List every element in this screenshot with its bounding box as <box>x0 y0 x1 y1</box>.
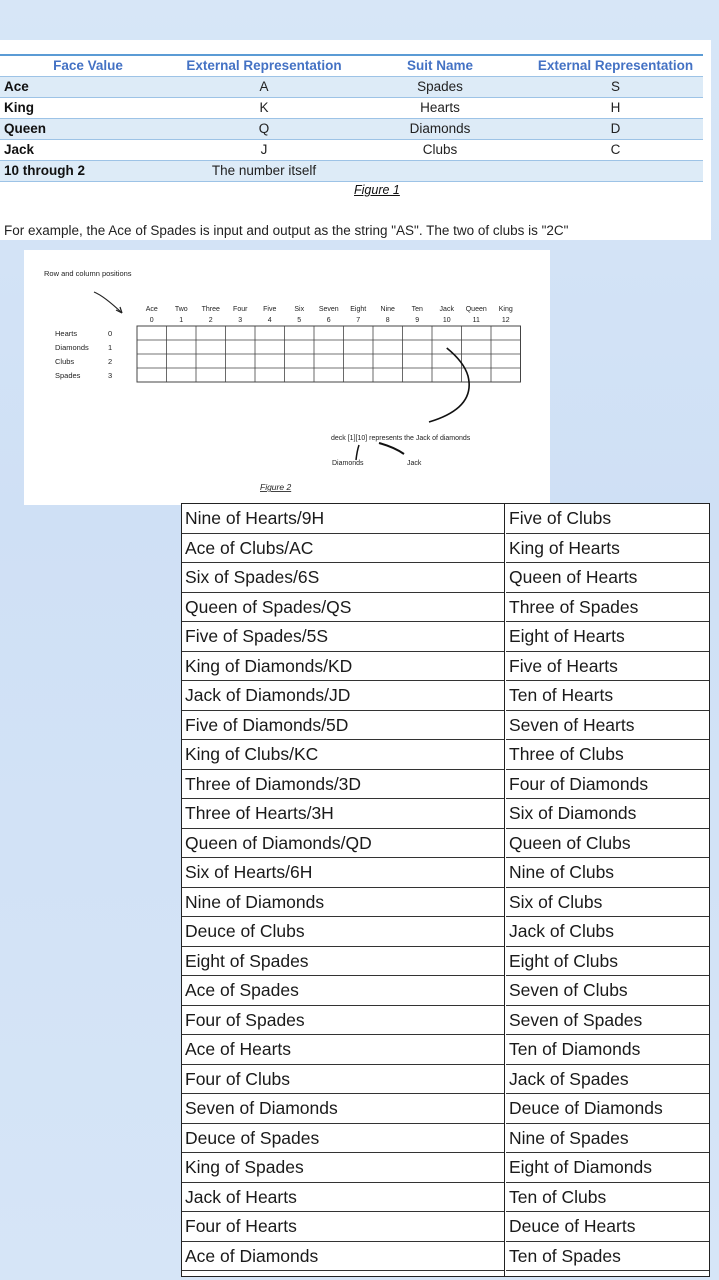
card-list-item: Six of Hearts/6H <box>182 858 504 888</box>
column-header: Seven <box>318 306 339 313</box>
card-list-item: Queen of Hearts <box>506 563 709 593</box>
card-list-right <box>506 504 709 1276</box>
header-suit-name: Suit Name <box>352 55 528 77</box>
card-list-item: Nine of Clubs <box>506 858 709 888</box>
column-index: 6 <box>326 317 331 324</box>
card-list-item: Ten of Diamonds <box>506 1035 709 1065</box>
column-index: 1 <box>179 317 184 324</box>
face-representation-cell: The number itself <box>176 161 352 182</box>
suit-representation-cell <box>528 161 703 182</box>
figure-2-caption: Figure 2 <box>260 482 292 492</box>
card-list-item: Eight of Clubs <box>506 947 709 977</box>
card-list-left <box>182 504 505 1276</box>
pointer-arrow <box>94 292 122 313</box>
figure-2-panel <box>24 250 550 505</box>
card-list-item: King of Clubs/KC <box>182 740 504 770</box>
card-list-item: Four of Hearts <box>182 1212 504 1242</box>
column-header: Six <box>294 306 305 313</box>
column-index: 8 <box>385 317 390 324</box>
face-value-cell: Ace <box>0 77 176 98</box>
card-list-item: Seven of Spades <box>506 1006 709 1036</box>
table-row <box>0 119 703 140</box>
card-list-item: Ten of Hearts <box>506 681 709 711</box>
face-representation-cell: Q <box>176 119 352 140</box>
jack-label: Jack <box>407 460 422 467</box>
suit-name-cell: Spades <box>352 77 528 98</box>
card-list-item: Ace of Diamonds <box>182 1242 504 1272</box>
table-row <box>0 98 703 119</box>
figure-1-caption: Figure 1 <box>354 183 400 197</box>
header-external-representation: External Representation <box>176 55 352 77</box>
column-header: Queen <box>465 306 487 313</box>
table-row <box>0 140 703 161</box>
card-list-item: Ace of Clubs/AC <box>182 534 504 564</box>
face-representation-cell: J <box>176 140 352 161</box>
suit-name-cell <box>352 161 528 182</box>
column-header: Ace <box>145 306 158 313</box>
column-index: 10 <box>442 317 451 324</box>
column-header: Four <box>233 306 248 313</box>
column-header: Eight <box>350 306 367 313</box>
deck-grid-diagram <box>24 250 550 505</box>
card-list-item: Ten of Spades <box>506 1242 709 1272</box>
column-index: 0 <box>149 317 154 324</box>
card-list-item: Five of Spades/5S <box>182 622 504 652</box>
row-index: 3 <box>108 371 113 380</box>
jack-pointer <box>379 443 404 454</box>
column-header: Jack <box>439 306 454 313</box>
face-value-cell: Jack <box>0 140 176 161</box>
row-index: 0 <box>108 329 113 338</box>
card-list-item: Four of Spades <box>182 1006 504 1036</box>
card-list-item: Queen of Diamonds/QD <box>182 829 504 859</box>
card-list-item: Six of Diamonds <box>506 799 709 829</box>
card-list-item: Jack of Spades <box>506 1065 709 1095</box>
card-list-item: Seven of Hearts <box>506 711 709 741</box>
diamonds-pointer <box>356 445 359 460</box>
column-index: 3 <box>238 317 243 324</box>
column-index: 2 <box>208 317 213 324</box>
column-header: Ten <box>411 306 423 313</box>
card-list-item: Five of Hearts <box>506 652 709 682</box>
suit-name-cell: Clubs <box>352 140 528 161</box>
suit-representation-cell: D <box>528 119 703 140</box>
card-list-item: Eight of Diamonds <box>506 1153 709 1183</box>
card-list-item: Nine of Spades <box>506 1124 709 1154</box>
annotation-arrow <box>429 348 469 422</box>
card-list-item: Three of Diamonds/3D <box>182 770 504 800</box>
card-list-item: Jack of Clubs <box>506 917 709 947</box>
header-external-representation-suit: External Representation <box>528 55 703 77</box>
figure-1-panel <box>0 40 711 240</box>
row-label: Hearts <box>55 329 78 338</box>
column-index: 7 <box>356 317 361 324</box>
annotation-text: deck [1][10] represents the Jack of diamonds <box>331 435 471 442</box>
card-list-item: King of Spades <box>182 1153 504 1183</box>
card-list-item: King of Diamonds/KD <box>182 652 504 682</box>
face-representation-cell: A <box>176 77 352 98</box>
column-header: Two <box>174 306 188 313</box>
card-list-item: Ace of Spades <box>182 976 504 1006</box>
example-text: For example, the Ace of Spades is input and output as the string "AS". The two of clubs is "2C" <box>4 223 569 238</box>
row-label: Diamonds <box>55 343 89 352</box>
column-header: King <box>498 306 513 313</box>
column-header: Five <box>263 306 277 313</box>
card-list-item: Eight of Hearts <box>506 622 709 652</box>
face-value-cell: 10 through 2 <box>0 161 176 182</box>
column-header: Nine <box>380 306 395 313</box>
diamonds-label: Diamonds <box>332 460 364 467</box>
suit-name-cell: Hearts <box>352 98 528 119</box>
table-row <box>0 161 703 182</box>
card-list-item: Three of Spades <box>506 593 709 623</box>
row-label: Spades <box>55 371 81 380</box>
card-list-item: Deuce of Spades <box>182 1124 504 1154</box>
card-list-item: King of Hearts <box>506 534 709 564</box>
card-list-item: Five of Clubs <box>506 504 709 534</box>
card-list-item: Ace of Hearts <box>182 1035 504 1065</box>
face-value-cell: King <box>0 98 176 119</box>
column-index: 5 <box>297 317 302 324</box>
table-header-row <box>0 55 703 77</box>
card-list-item: Seven of Diamonds <box>182 1094 504 1124</box>
column-index: 9 <box>415 317 420 324</box>
card-list-panel <box>181 503 710 1277</box>
representation-table <box>0 54 703 182</box>
table-row <box>0 77 703 98</box>
card-list-item: Four of Clubs <box>182 1065 504 1095</box>
suit-representation-cell: S <box>528 77 703 98</box>
column-index: 11 <box>472 317 480 324</box>
suit-representation-cell: C <box>528 140 703 161</box>
card-list-item: Five of Diamonds/5D <box>182 711 504 741</box>
row-label: Clubs <box>55 357 75 366</box>
column-header: Three <box>201 306 220 313</box>
card-list-item: Queen of Spades/QS <box>182 593 504 623</box>
card-list-item: Seven of Clubs <box>506 976 709 1006</box>
card-list-item: Eight of Spades <box>182 947 504 977</box>
suit-name-cell: Diamonds <box>352 119 528 140</box>
column-index: 4 <box>267 317 272 324</box>
card-list-item: Deuce of Diamonds <box>506 1094 709 1124</box>
card-list-item: Ten of Clubs <box>506 1183 709 1213</box>
face-representation-cell: K <box>176 98 352 119</box>
suit-representation-cell: H <box>528 98 703 119</box>
face-value-cell: Queen <box>0 119 176 140</box>
card-list-item: Nine of Hearts/9H <box>182 504 504 534</box>
header-face-value: Face Value <box>0 55 176 77</box>
row-index: 1 <box>108 343 113 352</box>
card-list-item: Six of Spades/6S <box>182 563 504 593</box>
card-list-item: Three of Hearts/3H <box>182 799 504 829</box>
column-index: 12 <box>501 317 510 324</box>
card-list-item: Jack of Hearts <box>182 1183 504 1213</box>
card-list-item: Jack of Diamonds/JD <box>182 681 504 711</box>
card-list-item: Six of Clubs <box>506 888 709 918</box>
card-list-item: Queen of Clubs <box>506 829 709 859</box>
card-list-item: Three of Clubs <box>506 740 709 770</box>
figure-2-title: Row and column positions <box>44 269 132 278</box>
card-list-item: Nine of Diamonds <box>182 888 504 918</box>
row-index: 2 <box>108 357 113 366</box>
card-list-item: Four of Diamonds <box>506 770 709 800</box>
card-list-item: Deuce of Clubs <box>182 917 504 947</box>
card-list-item: Deuce of Hearts <box>506 1212 709 1242</box>
